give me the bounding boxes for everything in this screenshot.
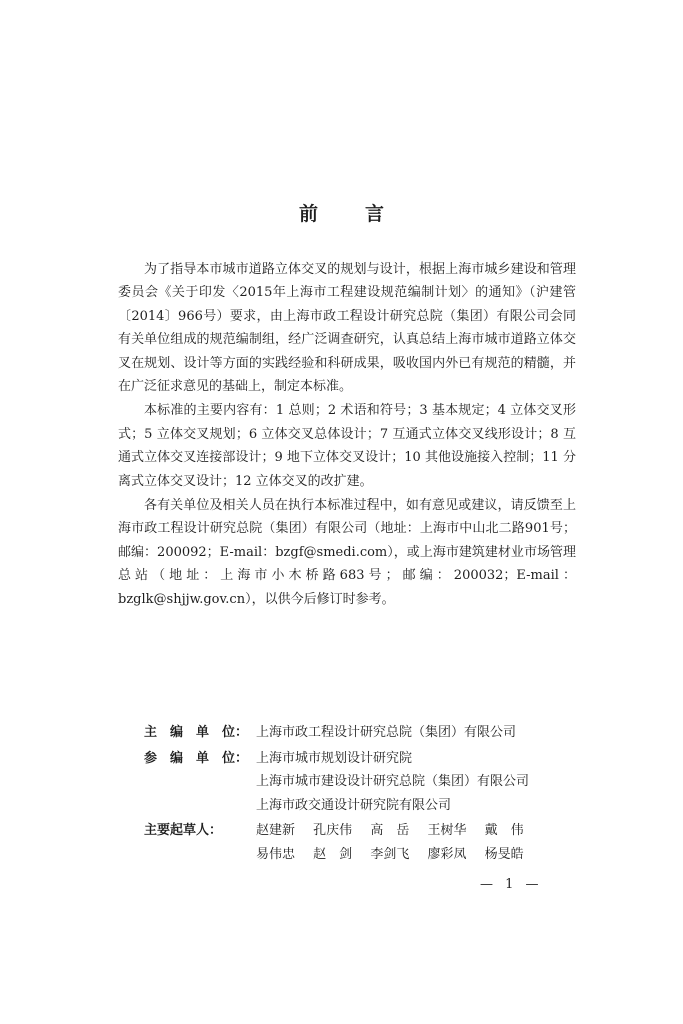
preface-body <box>118 258 576 612</box>
chief-unit-label: 主 编 单 位： <box>144 725 249 740</box>
page-title: 前 言 <box>298 203 398 225</box>
drafters-line-1 <box>256 819 574 843</box>
paragraph-contents: 本标准的主要内容有：1 总则；2 术语和符号；3 基本规定；4 立体交叉形式；5 立体交叉规划；6 立体交叉总体设计；7 互通式立体交叉线形设计；8 互通式立体交叉连接部设计；9 地下立体交叉设计；10 其他设施接入控制；11 分离式立体交叉设计；12 立体交叉的改扩建。 <box>118 403 576 489</box>
participating-unit: 上海市城市规划设计研究院 <box>256 750 413 766</box>
drafter-name: 赵建新 <box>256 823 296 839</box>
drafters-label: 主要起草人： <box>144 823 223 839</box>
participating-units-row <box>144 747 574 818</box>
chief-unit-row <box>144 721 574 745</box>
drafter-name: 廖彩凤 <box>427 846 467 862</box>
drafter-name: 杨旻皓 <box>484 846 524 862</box>
drafter-name: 高 岳 <box>370 823 410 839</box>
drafters-line-2 <box>256 843 574 867</box>
drafter-name: 赵 剑 <box>313 846 353 862</box>
participating-unit: 上海市城市建设设计研究总院（集团）有限公司 <box>256 774 530 790</box>
drafters-row <box>144 819 574 866</box>
drafter-name: 王树华 <box>427 823 467 839</box>
paragraph-feedback: 各有关单位及相关人员在执行本标准过程中，如有意见或建议，请反馈至上海市政工程设计研究总院（集团）有限公司（地址：上海市中山北二路901号；邮编：200092；E-mail：bzgf@smedi.com），或上海市建筑建材业市场管理总站（地址：上海市小木桥路683号；邮编：200032；E-mail：bzglk@shjjw.gov.cn），以供今后修订时参考。 <box>118 498 576 607</box>
participating-unit: 上海市政交通设计研究院有限公司 <box>256 797 452 813</box>
chief-unit: 上海市政工程设计研究总院（集团）有限公司 <box>256 725 517 740</box>
drafter-name: 戴 伟 <box>484 823 524 839</box>
credits-block <box>144 721 574 869</box>
page-number: — 1 — <box>480 877 543 892</box>
drafter-name: 易伟忠 <box>256 846 296 862</box>
drafter-name: 李剑飞 <box>370 846 410 862</box>
participating-units-label: 参 编 单 位： <box>144 750 249 766</box>
drafter-name: 孔庆伟 <box>313 823 353 839</box>
paragraph-purpose: 为了指导本市城市道路立体交叉的规划与设计，根据上海市城乡建设和管理委员会《关于印发〈2015年上海市工程建设规范编制计划〉的通知》（沪建管〔2014〕966号）要求，由上海市政工程设计研究总院（集团）有限公司会同有关单位组成的规范编制组，经广泛调查研究，认真总结上海市城市道路立体交叉在规划、设计等方面的实践经验和科研成果，吸收国内外已有规范的精髓，并在广泛征求意见的基础上，制定本标准。 <box>118 262 576 395</box>
